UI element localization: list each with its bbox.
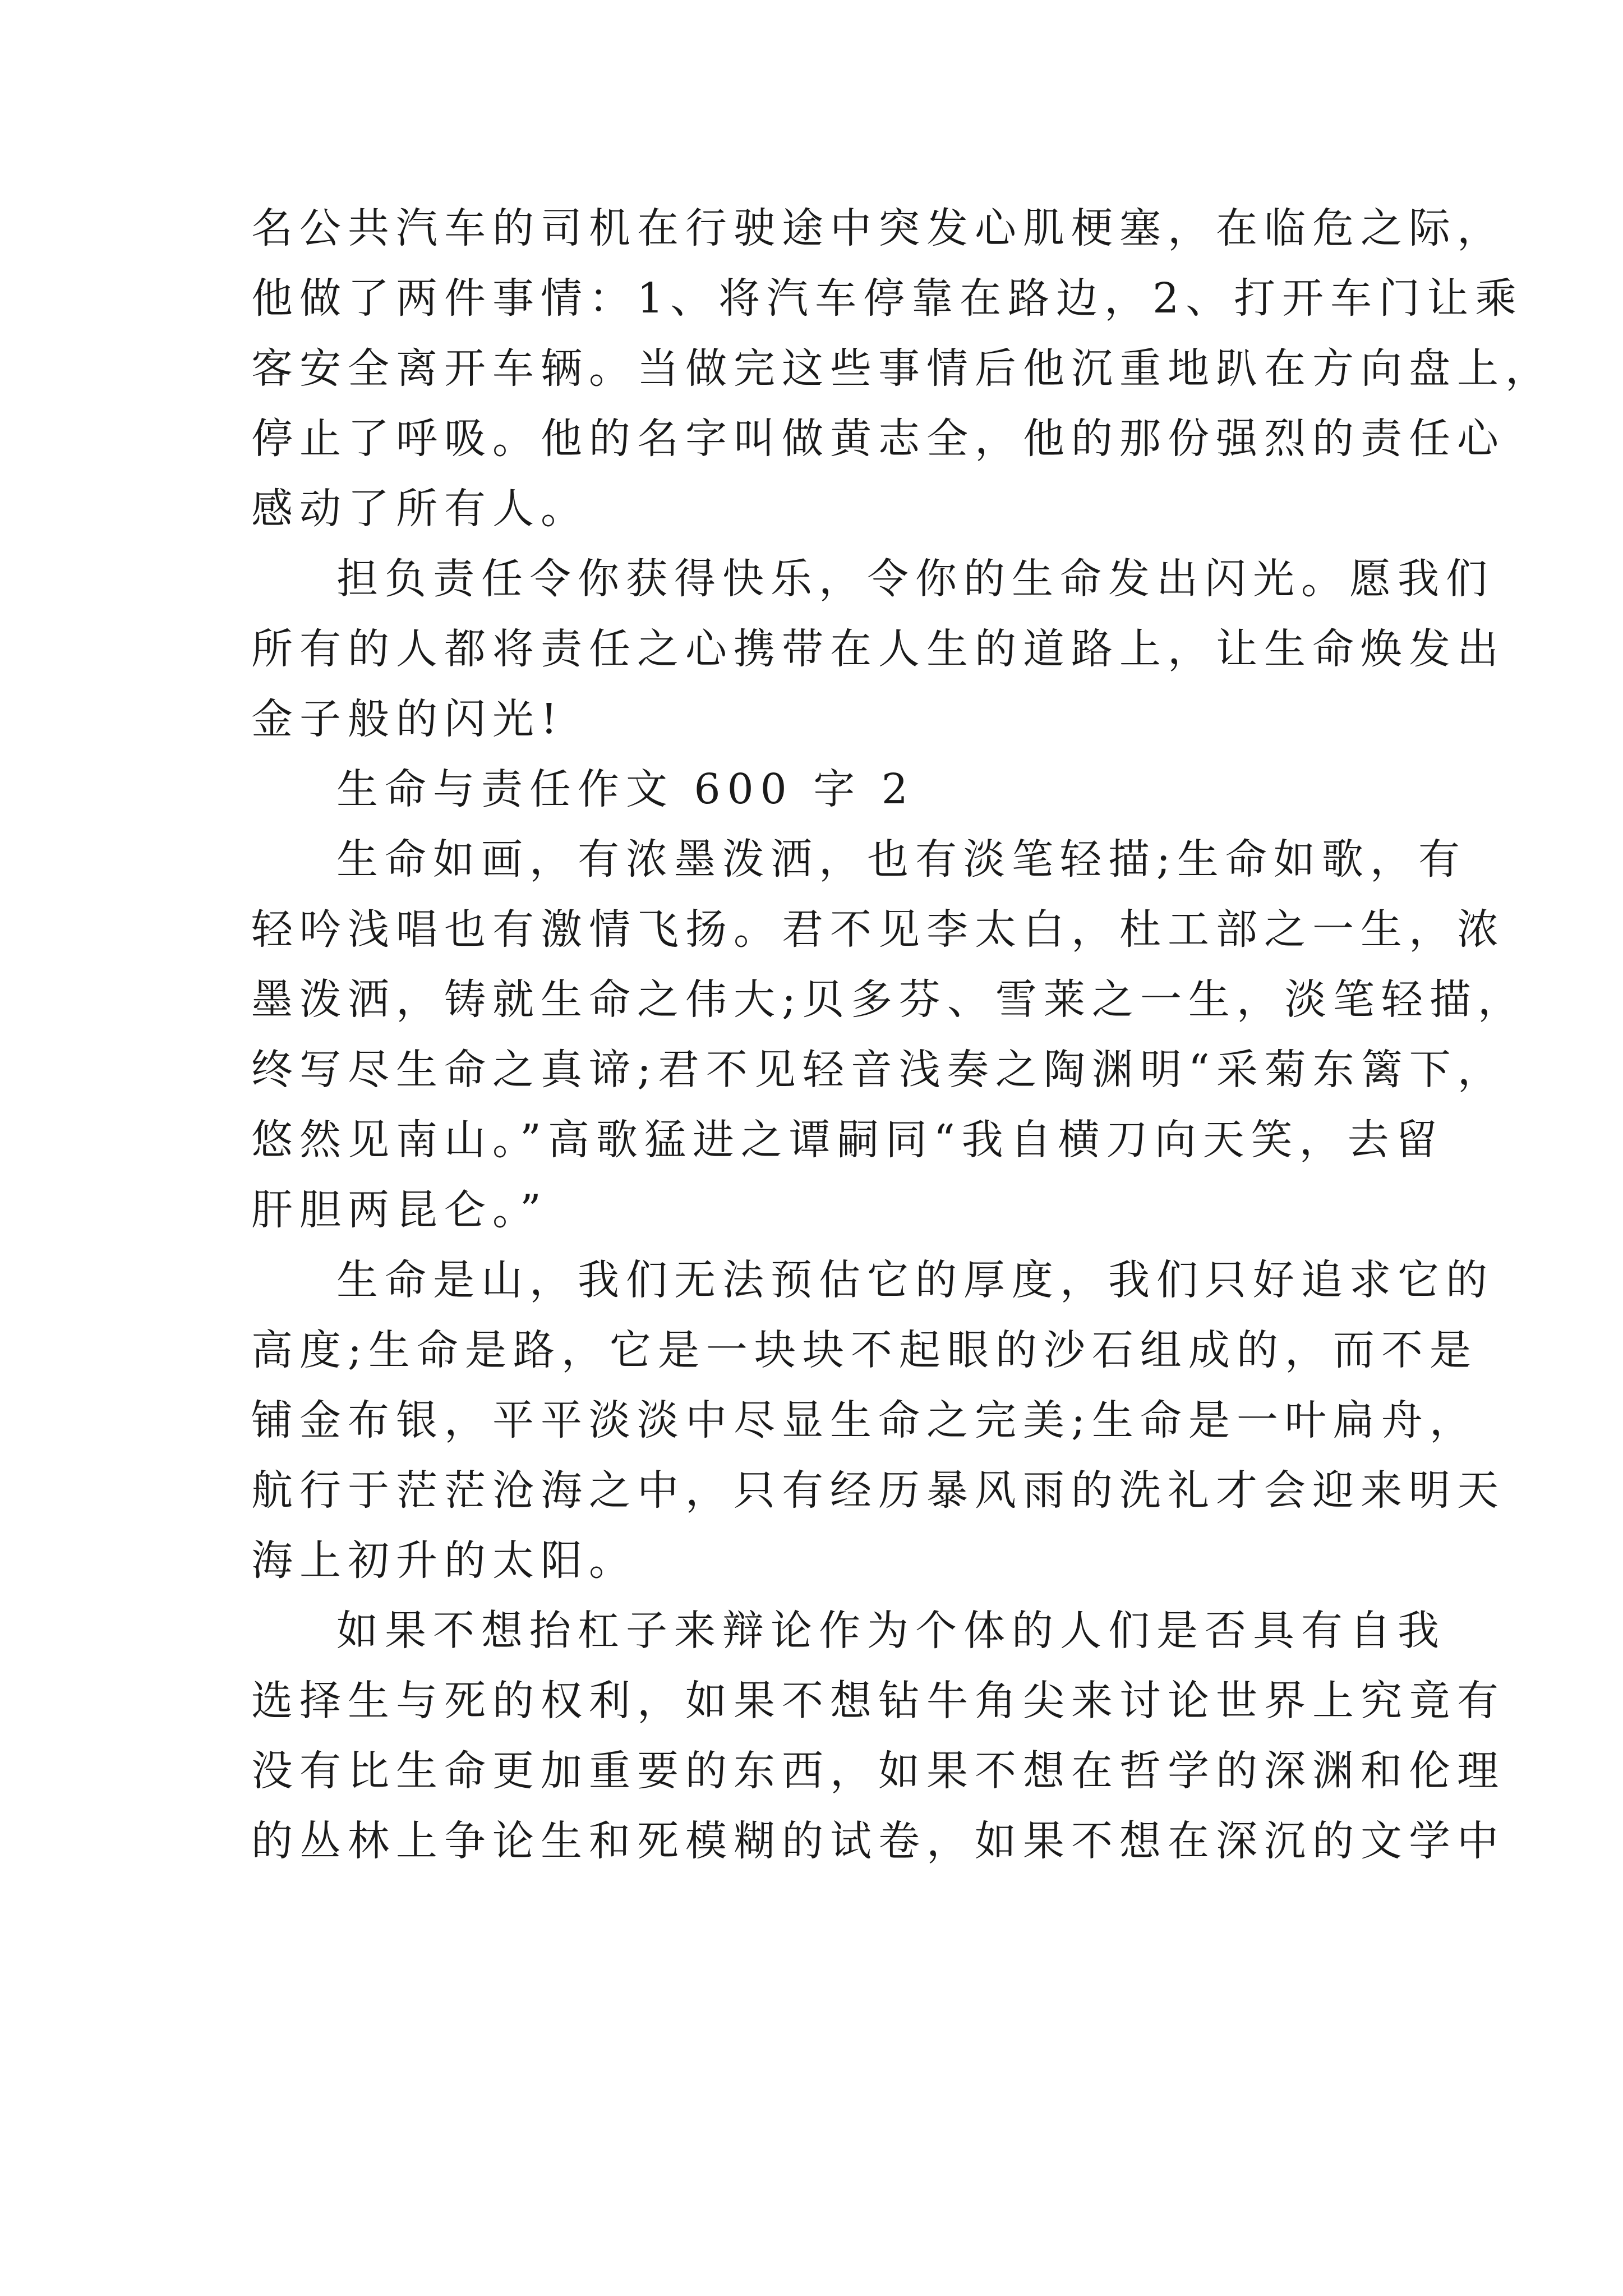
paragraph-first-line: 生命是山，我们无法预估它的厚度，我们只好追求它的 (336, 1256, 1494, 1304)
text-line: 选择生与死的权利，如果不想钻牛角尖来讨论世界上究竟有 (251, 1677, 1505, 1725)
text-line: 终写尽生命之真谛;君不见轻音浅奏之陶渊明“采菊东篱下， (251, 1046, 1506, 1094)
text-line: 的丛林上争论生和死模糊的试卷，如果不想在深沉的文学中 (251, 1817, 1505, 1865)
text-line: 名公共汽车的司机在行驶途中突发心肌梗塞，在临危之际， (251, 204, 1505, 252)
text-line: 轻吟浅唱也有激情飞扬。君不见李太白，杜工部之一生，浓 (251, 905, 1505, 954)
text-line: 感动了所有人。 (251, 485, 589, 533)
text-line: 航行于茫茫沧海之中，只有经历暴风雨的洗礼才会迎来明天 (251, 1466, 1505, 1515)
text-line: 他做了两件事情：1、将汽车停靠在路边，2、打开车门让乘 (251, 274, 1524, 323)
text-line: 没有比生命更加重要的东西，如果不想在哲学的深渊和伦理 (251, 1747, 1505, 1795)
document-body (251, 194, 1553, 1876)
text-line: 高度;生命是路，它是一块块不起眼的沙石组成的，而不是 (251, 1326, 1478, 1374)
text-line: 墨泼洒，铸就生命之伟大;贝多芬、雪莱之一生，淡笔轻描， (251, 976, 1526, 1024)
text-line: 所有的人都将责任之心携带在人生的道路上，让生命焕发出 (251, 625, 1505, 673)
text-line: 悠然见南山。”高歌猛进之谭嗣同“我自横刀向天笑，去留 (251, 1116, 1444, 1164)
text-line: 停止了呼吸。他的名字叫做黄志全，他的那份强烈的责任心 (251, 415, 1505, 463)
section-heading: 生命与责任作文 600 字 2 (336, 765, 915, 813)
text-line: 客安全离开车辆。当做完这些事情后他沉重地趴在方向盘上， (251, 344, 1553, 393)
paragraph-first-line: 生命如画，有浓墨泼洒，也有淡笔轻描;生命如歌，有 (336, 835, 1467, 884)
paragraph-first-line: 担负责任令你获得快乐，令你的生命发出闪光。愿我们 (336, 555, 1494, 603)
paragraph-first-line: 如果不想抬杠子来辩论作为个体的人们是否具有自我 (336, 1607, 1446, 1655)
text-line: 铺金布银，平平淡淡中尽显生命之完美;生命是一叶扁舟， (251, 1396, 1478, 1444)
text-line: 海上初升的太阳。 (251, 1536, 637, 1585)
text-line: 金子般的闪光! (251, 695, 564, 743)
text-line: 肝胆两昆仑。” (251, 1186, 548, 1234)
